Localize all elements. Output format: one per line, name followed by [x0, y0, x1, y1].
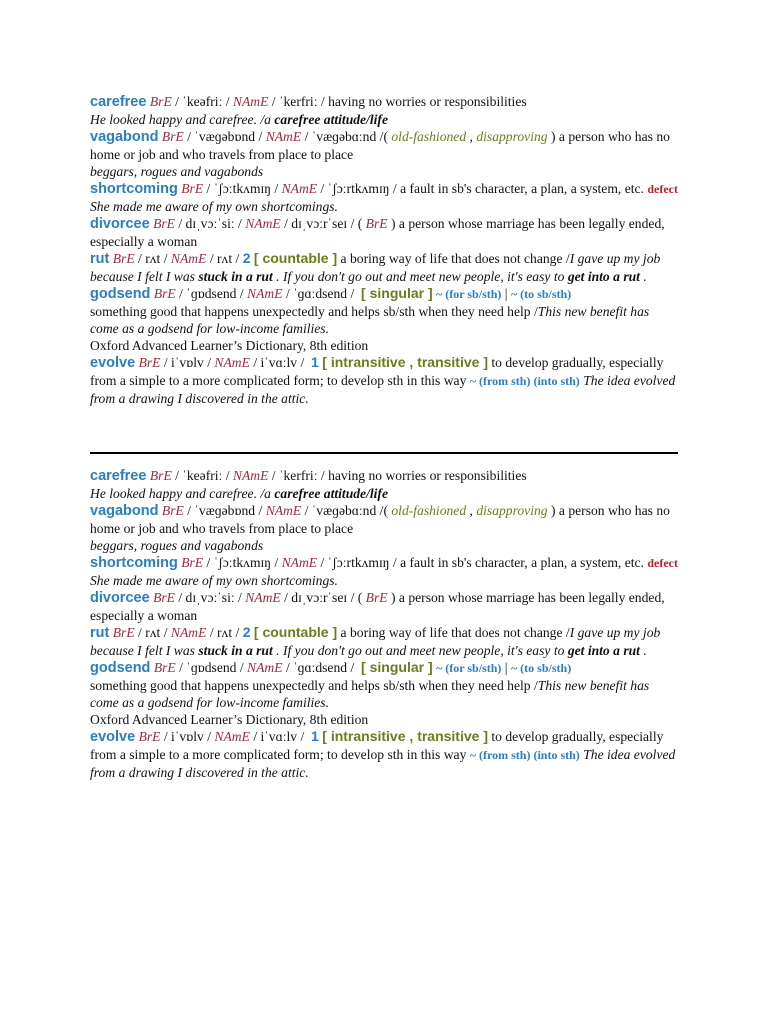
- example: If you don't go out and meet new people, it's easy to: [282, 643, 565, 658]
- variant-name: NAmE: [245, 216, 281, 231]
- variant-bre: BrE: [149, 468, 172, 483]
- variant-bre: BrE: [365, 216, 388, 231]
- entry-evolve: evolve BrE / iˈvɒlv / NAmE / iˈvɑːlv / 1 [ intransitive , transitive ] to develop gradually, especially from a simple to a more complicated form; to develop sth in this way ~ (from sth) (into sth) The idea evolved from a drawing I discovered in the attic.: [90, 354, 676, 406]
- headword: vagabond: [90, 503, 159, 519]
- headword: rut: [90, 251, 110, 267]
- example: I gave up my job because I felt I was: [90, 625, 661, 658]
- variant-bre: BrE: [181, 181, 204, 196]
- pronunciation: ˈɡɒdsend: [186, 660, 237, 675]
- variant-bre: BrE: [153, 216, 175, 231]
- example: I gave up my job because I felt I was: [90, 251, 661, 284]
- example: a: [264, 112, 271, 127]
- headword: evolve: [90, 355, 136, 371]
- verb-pattern: ~ (from sth) (into sth): [469, 748, 580, 762]
- variant-bre: BrE: [181, 555, 204, 570]
- entry-rut: rut BrE / rʌt / NAmE / rʌt / 2 [ countable ] a boring way of life that does not change /I gave up my job because I felt I was stuck in a rut . If you don't go out and meet new people, it's easy to get into a rut .: [90, 250, 661, 284]
- grammar-code: intransitive: [330, 354, 406, 370]
- example: This new benefit has come as a godsend for low-income families.: [90, 304, 650, 336]
- headword: rut: [90, 625, 110, 641]
- definition: to develop gradually, especially from a simple to a more complicated form; to develop sth in this way: [90, 355, 664, 388]
- headword: vagabond: [90, 129, 159, 145]
- entry-carefree: carefree BrE / ˈkeəfriː / NAmE / ˈkerfriː / having no worries or responsibilities: [90, 468, 527, 484]
- variant-name: NAmE: [281, 555, 318, 570]
- sense-number: 2: [242, 250, 251, 266]
- usage-label: old-fashioned: [391, 503, 467, 518]
- pronunciation: iˈvɒlv: [171, 729, 204, 744]
- variant-name: NAmE: [232, 94, 269, 109]
- headword: divorcee: [90, 590, 150, 606]
- variant-bre: BrE: [153, 286, 176, 301]
- example-line: He looked happy and carefree. /a carefree attitude/life: [90, 486, 388, 501]
- grammar-code: countable: [262, 624, 329, 640]
- example: If you don't go out and meet new people, it's easy to: [282, 269, 565, 284]
- entries-block-1: [90, 93, 680, 407]
- synonym: defect: [647, 182, 679, 196]
- headword: divorcee: [90, 216, 150, 232]
- example-collocation: stuck in a rut: [198, 643, 273, 658]
- pronunciation: rʌt: [217, 625, 233, 640]
- sense-number: 2: [242, 624, 251, 640]
- example-collocation: carefree attitude/life: [274, 112, 388, 127]
- pronunciation: ˈɡɑːdsend: [293, 286, 348, 301]
- pronunciation: dɪˌvɔːrˈseɪ: [291, 590, 348, 605]
- example: a: [264, 486, 271, 501]
- headword: carefree: [90, 468, 147, 484]
- definition: a fault in sb's character, a plan, a system, etc.: [400, 555, 644, 570]
- headword: shortcoming: [90, 555, 178, 571]
- pronunciation: ˈvæɡəbɑːnd: [311, 129, 377, 144]
- definition: a person who has no home or job and who travels from place to place: [90, 129, 670, 162]
- headword: godsend: [90, 660, 151, 676]
- pronunciation: ˈvæɡəbɒnd: [194, 129, 256, 144]
- pronunciation: dɪˌvɔːˈsiː: [185, 216, 235, 231]
- headword: carefree: [90, 94, 147, 110]
- headword: godsend: [90, 286, 151, 302]
- pronunciation: ˈɡɑːdsend: [293, 660, 348, 675]
- variant-name: NAmE: [265, 503, 302, 518]
- example-collocation: get into a rut: [567, 643, 640, 658]
- entry-vagabond: vagabond BrE / ˈvæɡəbɒnd / NAmE / ˈvæɡəbɑːnd /( old-fashioned , disapproving ) a person who has no home or job and who travels from place to place: [90, 129, 670, 162]
- pronunciation: dɪˌvɔːrˈseɪ: [291, 216, 348, 231]
- verb-pattern: ~ (for sb/sth): [436, 287, 502, 301]
- entry-evolve: evolve BrE / iˈvɒlv / NAmE / iˈvɑːlv / 1 [ intransitive , transitive ] to develop gradually, especially from a simple to a more complicated form; to develop sth in this way ~ (from sth) (into sth) The idea evolved from a drawing I discovered in the attic.: [90, 728, 676, 780]
- definition: having no worries or responsibilities: [328, 94, 527, 109]
- pronunciation: rʌt: [145, 251, 161, 266]
- definition: a fault in sb's character, a plan, a system, etc.: [400, 181, 644, 196]
- sense-number: 1: [311, 728, 319, 744]
- source-citation: Oxford Advanced Learner’s Dictionary, 8th edition: [90, 338, 369, 353]
- variant-name: NAmE: [247, 660, 283, 675]
- definition: to develop gradually, especially from a simple to a more complicated form; to develop sth in this way: [90, 729, 664, 762]
- verb-pattern: ~ (to sb/sth): [510, 287, 572, 301]
- example-collocation: stuck in a rut: [198, 269, 273, 284]
- grammar-code: transitive: [417, 354, 480, 370]
- variant-name: NAmE: [232, 468, 269, 483]
- source-citation: Oxford Advanced Learner’s Dictionary, 8th edition: [90, 712, 369, 727]
- definition: a person whose marriage has been legally ended, especially a woman: [90, 590, 665, 623]
- definition: something good that happens unexpectedly and helps sb/sth when they need help: [90, 678, 531, 693]
- variant-name: NAmE: [214, 729, 250, 744]
- variant-name: NAmE: [170, 625, 207, 640]
- pronunciation: ˈɡɒdsend: [186, 286, 237, 301]
- verb-pattern: ~ (for sb/sth): [436, 661, 502, 675]
- pronunciation: ˈʃɔːrtkʌmɪŋ: [327, 555, 390, 570]
- example: He looked happy and carefree.: [90, 112, 257, 127]
- definition: a boring way of life that does not change: [340, 625, 563, 640]
- entry-carefree: carefree BrE / ˈkeəfriː / NAmE / ˈkerfriː / having no worries or responsibilities: [90, 94, 527, 110]
- example-line: He looked happy and carefree. /a carefree attitude/life: [90, 112, 388, 127]
- pronunciation: ˈkeəfriː: [182, 94, 223, 109]
- definition: having no worries or responsibilities: [328, 468, 527, 483]
- variant-bre: BrE: [112, 251, 135, 266]
- entry-godsend: godsend BrE / ˈɡɒdsend / NAmE / ˈɡɑːdsend / [ singular ] ~ (for sb/sth) | ~ (to sb/sth) something good that happens unexpectedly and helps sb/sth when they need help /This new benefit has come as a godsend for low-income families.: [90, 285, 650, 336]
- entry-godsend: godsend BrE / ˈɡɒdsend / NAmE / ˈɡɑːdsend / [ singular ] ~ (for sb/sth) | ~ (to sb/sth) something good that happens unexpectedly and helps sb/sth when they need help /This new benefit has come as a godsend for low-income families.: [90, 659, 650, 710]
- example: He looked happy and carefree.: [90, 486, 257, 501]
- pronunciation: iˈvɑːlv: [260, 355, 298, 370]
- divider-rule: [90, 452, 678, 454]
- usage-label: disapproving: [476, 129, 548, 144]
- definition: something good that happens unexpectedly and helps sb/sth when they need help: [90, 304, 531, 319]
- variant-name: NAmE: [265, 129, 302, 144]
- variant-name: NAmE: [214, 355, 250, 370]
- entries-block-2: [90, 467, 680, 781]
- definition: a person who has no home or job and who travels from place to place: [90, 503, 670, 536]
- pronunciation: ˈvæɡəbɑːnd: [311, 503, 377, 518]
- variant-bre: BrE: [138, 729, 161, 744]
- example: She made me aware of my own shortcomings.: [90, 573, 338, 588]
- variant-name: NAmE: [170, 251, 207, 266]
- headword: shortcoming: [90, 181, 178, 197]
- variant-bre: BrE: [161, 503, 184, 518]
- grammar-code: intransitive: [330, 728, 406, 744]
- variant-name: NAmE: [281, 181, 318, 196]
- grammar-code: singular: [369, 285, 425, 301]
- example-collocation: carefree attitude/life: [274, 486, 388, 501]
- variant-name: NAmE: [245, 590, 281, 605]
- definition: a boring way of life that does not change: [340, 251, 563, 266]
- grammar-code: singular: [369, 659, 425, 675]
- source-line: [90, 711, 680, 728]
- entry-vagabond: vagabond BrE / ˈvæɡəbɒnd / NAmE / ˈvæɡəbɑːnd /( old-fashioned , disapproving ) a person who has no home or job and who travels from place to place: [90, 503, 670, 536]
- example: The idea evolved from a drawing I discovered in the attic.: [90, 747, 676, 780]
- pronunciation: rʌt: [145, 625, 161, 640]
- example: beggars, rogues and vagabonds: [90, 538, 264, 553]
- pronunciation: ˈkerfriː: [278, 94, 318, 109]
- example: beggars, rogues and vagabonds: [90, 164, 264, 179]
- entry-shortcoming: shortcoming BrE / ˈʃɔːtkʌmɪŋ / NAmE / ˈʃɔːrtkʌmɪŋ / a fault in sb's character, a plan, a system, etc. defect She made me aware of my own shortcomings.: [90, 555, 679, 588]
- pronunciation: iˈvɑːlv: [260, 729, 298, 744]
- variant-bre: BrE: [153, 660, 176, 675]
- synonym: defect: [647, 556, 679, 570]
- grammar-code: countable: [262, 250, 329, 266]
- example-line: [90, 537, 680, 554]
- pronunciation: ˈkerfriː: [278, 468, 318, 483]
- pronunciation: ˈvæɡəbɒnd: [194, 503, 256, 518]
- variant-bre: BrE: [149, 94, 172, 109]
- headword: evolve: [90, 729, 136, 745]
- example-line: [90, 163, 680, 180]
- usage-label: disapproving: [476, 503, 548, 518]
- example: The idea evolved from a drawing I discovered in the attic.: [90, 373, 676, 406]
- sense-number: 1: [311, 354, 319, 370]
- entry-divorcee: divorcee BrE / dɪˌvɔːˈsiː / NAmE / dɪˌvɔːrˈseɪ / ( BrE ) a person whose marriage has been legally ended, especially a woman: [90, 216, 665, 249]
- entry-divorcee: divorcee BrE / dɪˌvɔːˈsiː / NAmE / dɪˌvɔːrˈseɪ / ( BrE ) a person whose marriage has been legally ended, especially a woman: [90, 590, 665, 623]
- entry-shortcoming: shortcoming BrE / ˈʃɔːtkʌmɪŋ / NAmE / ˈʃɔːrtkʌmɪŋ / a fault in sb's character, a plan, a system, etc. defect She made me aware of my own shortcomings.: [90, 181, 679, 214]
- verb-pattern: ~ (from sth) (into sth): [469, 374, 580, 388]
- source-line: [90, 337, 680, 354]
- variant-bre: BrE: [112, 625, 135, 640]
- variant-bre: BrE: [365, 590, 388, 605]
- definition: a person whose marriage has been legally ended, especially a woman: [90, 216, 665, 249]
- variant-bre: BrE: [161, 129, 184, 144]
- pronunciation: ˈʃɔːtkʌmɪŋ: [213, 555, 272, 570]
- variant-bre: BrE: [153, 590, 175, 605]
- example: She made me aware of my own shortcomings.: [90, 199, 338, 214]
- entry-rut: rut BrE / rʌt / NAmE / rʌt / 2 [ countable ] a boring way of life that does not change /I gave up my job because I felt I was stuck in a rut . If you don't go out and meet new people, it's easy to get into a rut .: [90, 624, 661, 658]
- example-collocation: get into a rut: [567, 269, 640, 284]
- example: This new benefit has come as a godsend for low-income families.: [90, 678, 650, 710]
- pronunciation: dɪˌvɔːˈsiː: [185, 590, 235, 605]
- variant-bre: BrE: [138, 355, 161, 370]
- usage-label: old-fashioned: [391, 129, 467, 144]
- pronunciation: ˈʃɔːtkʌmɪŋ: [213, 181, 272, 196]
- grammar-code: transitive: [417, 728, 480, 744]
- pronunciation: rʌt: [217, 251, 233, 266]
- pronunciation: iˈvɒlv: [171, 355, 204, 370]
- pronunciation: ˈkeəfriː: [182, 468, 223, 483]
- verb-pattern: ~ (to sb/sth): [510, 661, 572, 675]
- variant-name: NAmE: [247, 286, 283, 301]
- pronunciation: ˈʃɔːrtkʌmɪŋ: [327, 181, 390, 196]
